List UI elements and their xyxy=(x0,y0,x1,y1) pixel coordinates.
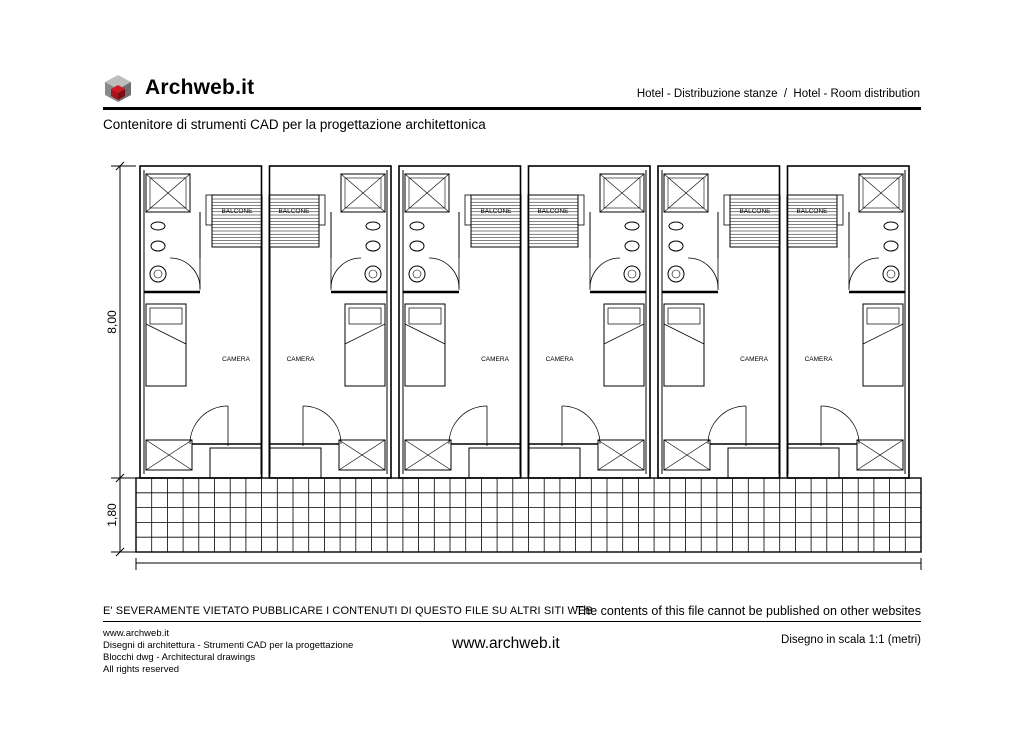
dimension-terrace: 1,80 xyxy=(105,503,119,527)
room-units xyxy=(140,166,909,478)
dimension-lines xyxy=(111,162,921,570)
room-label: CAMERA xyxy=(286,356,315,363)
terrace-tiles xyxy=(136,478,921,552)
footer-line-4: All rights reserved xyxy=(103,664,180,675)
drawing-title: Hotel - Distribuzione stanze / Hotel - Room distribution xyxy=(636,88,920,100)
copyright-warning-en: The contents of this file cannot be published on other websites xyxy=(575,604,921,618)
balcony-label: BALCONE xyxy=(537,208,569,215)
room-label: CAMERA xyxy=(222,356,250,363)
balcony-label: BALCONE xyxy=(796,208,828,215)
footer-line-3: Blocchi dwg - Architectural drawings xyxy=(103,652,256,663)
copyright-warning-it: E' SEVERAMENTE VIETATO PUBBLICARE I CONTENUTI DI QUESTO FILE SU ALTRI SITI WEB xyxy=(103,605,593,617)
room-label: CAMERA xyxy=(481,356,509,363)
balcony-label: BALCONE xyxy=(221,208,253,215)
footer-rule xyxy=(103,621,921,622)
brand-name: Archweb.it xyxy=(145,76,255,99)
dimension-main: 8,00 xyxy=(105,310,119,334)
footer-url[interactable]: www.archweb.it xyxy=(452,635,560,652)
room-label: CAMERA xyxy=(545,356,574,363)
footer-line-1: www.archweb.it xyxy=(103,628,169,639)
balcony-label: BALCONE xyxy=(480,208,512,215)
balcony-label: BALCONE xyxy=(739,208,771,215)
room-label: CAMERA xyxy=(804,356,833,363)
subtitle: Contenitore di strumenti CAD per la progettazione architettonica xyxy=(103,117,486,132)
drawing-scale: Disegno in scala 1:1 (metri) xyxy=(781,634,921,646)
footer-line-2: Disegni di architettura - Strumenti CAD per la progettazione xyxy=(103,640,354,651)
balcony-label: BALCONE xyxy=(278,208,310,215)
room-label: CAMERA xyxy=(740,356,768,363)
